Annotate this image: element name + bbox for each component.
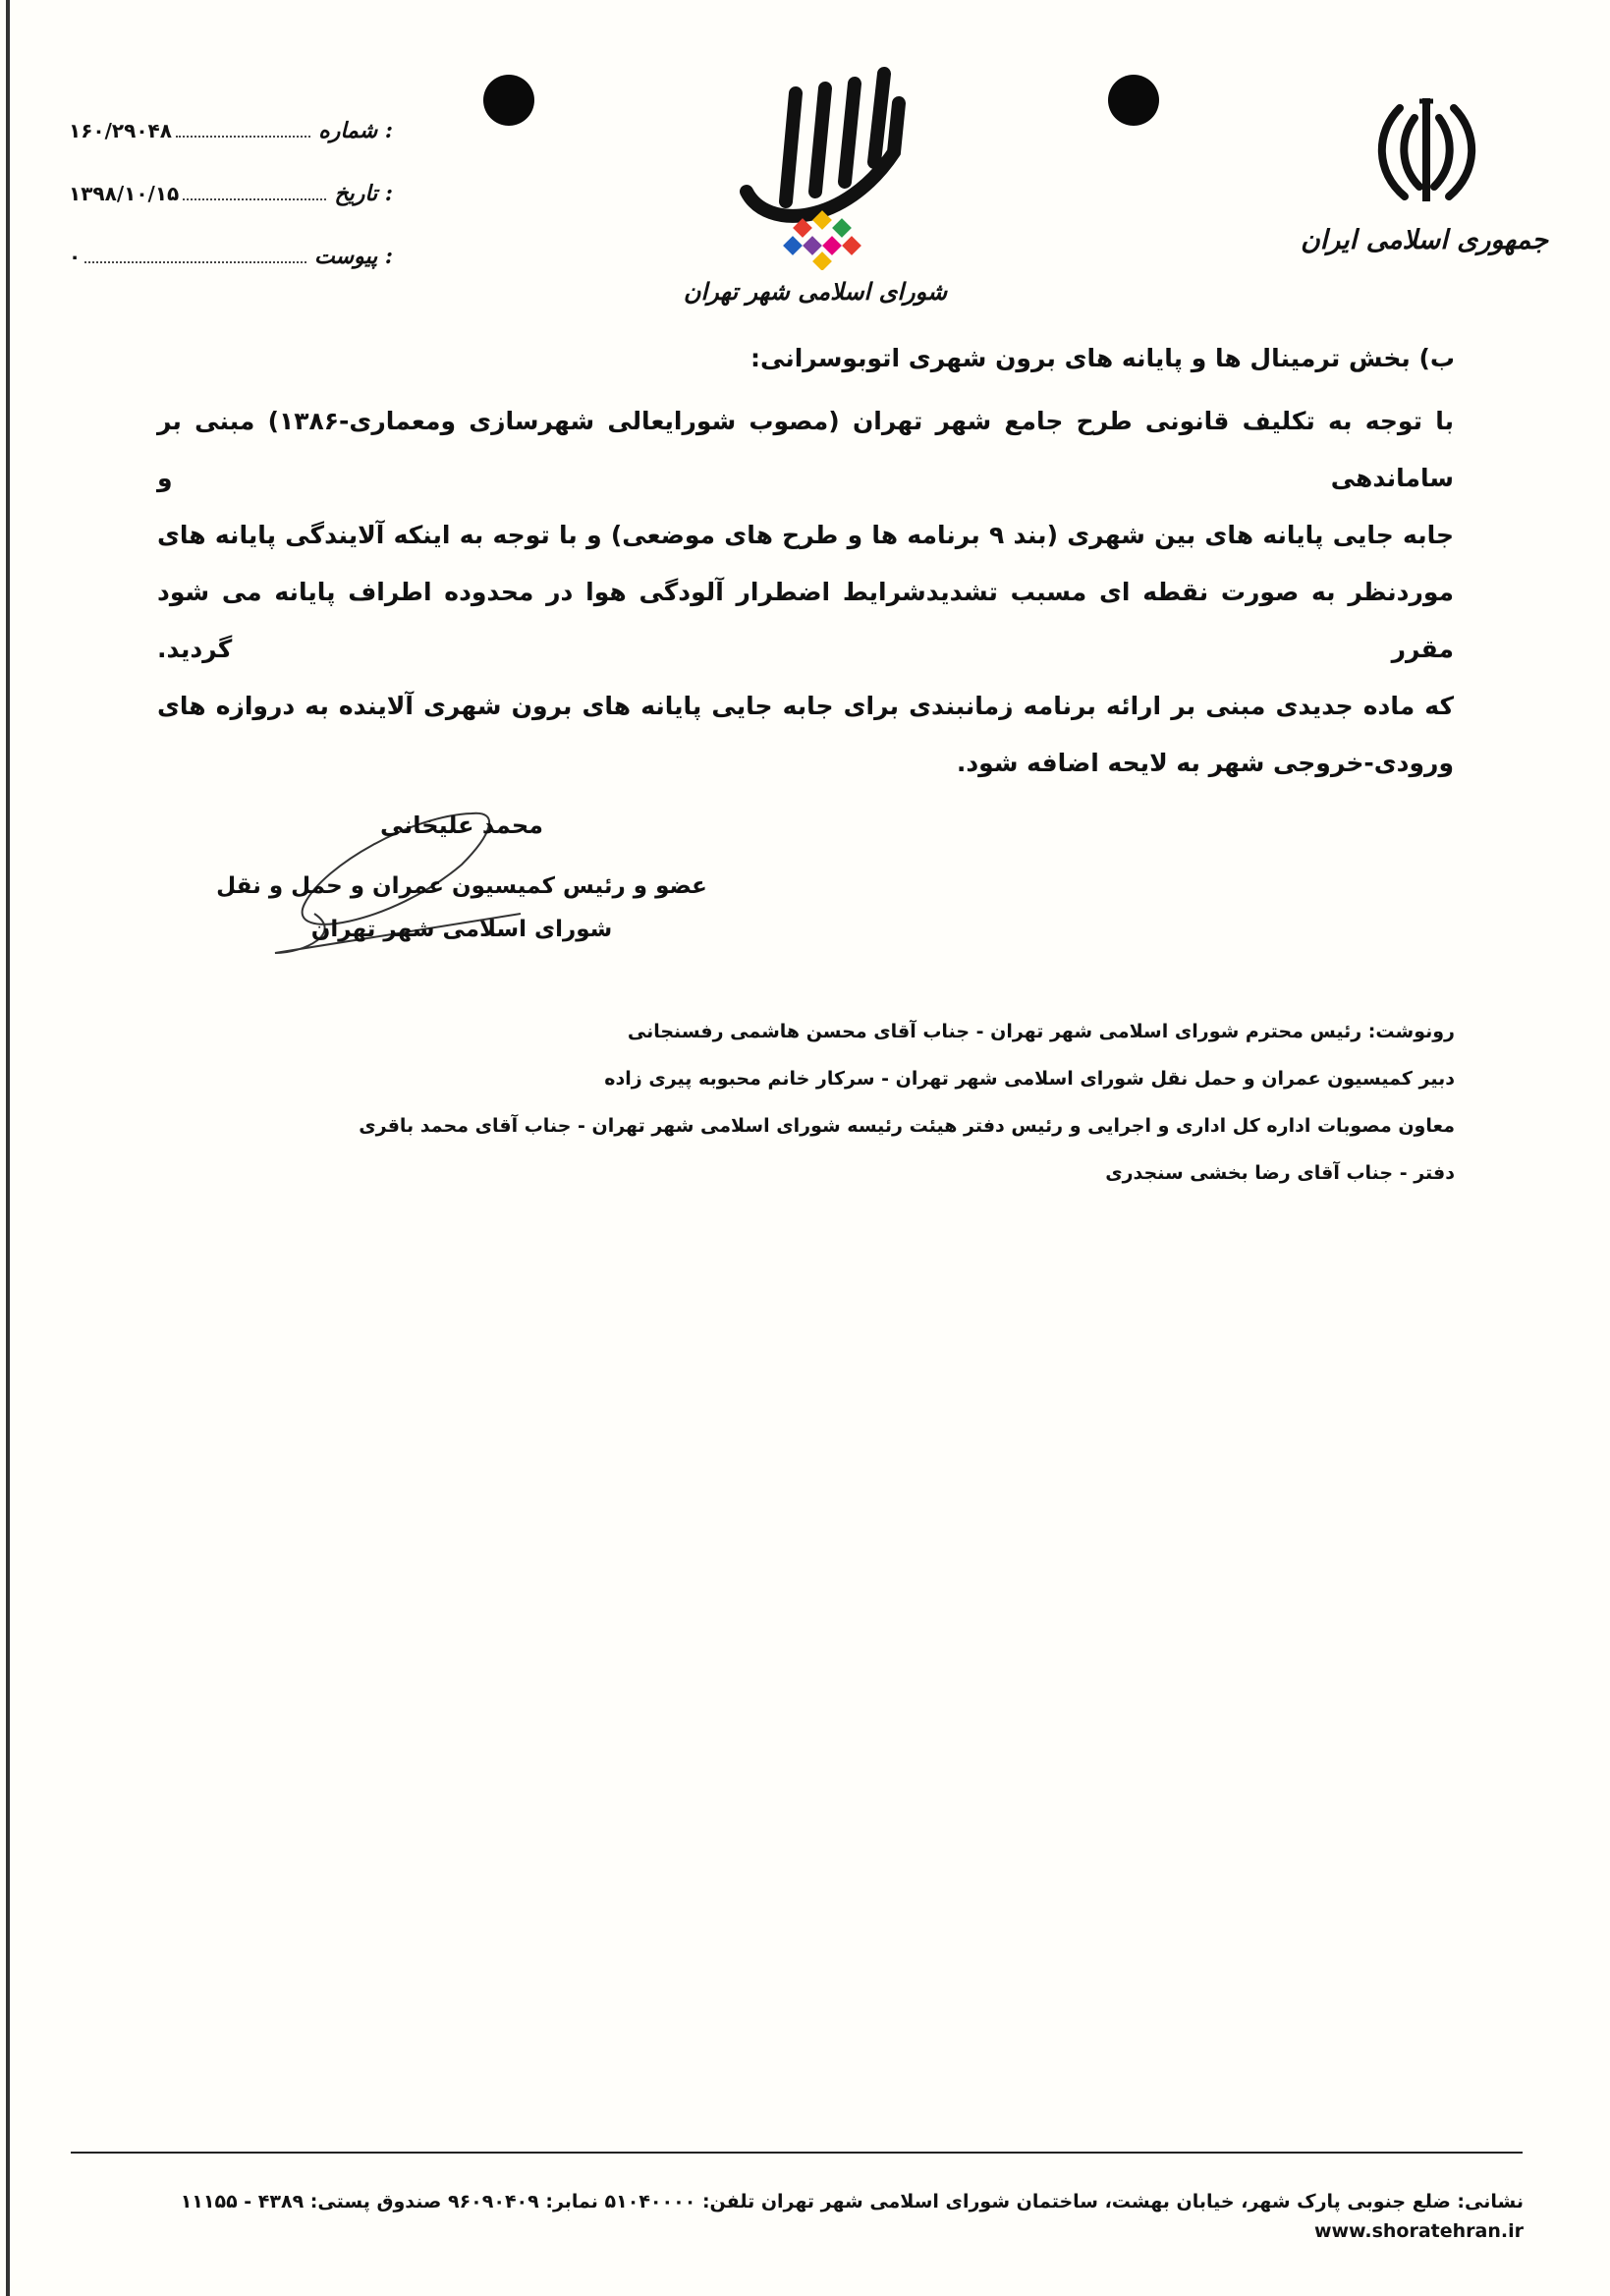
signer-name: محمد علیخانی xyxy=(379,812,544,839)
number-label: شماره : xyxy=(318,118,393,143)
punch-hole-right xyxy=(1108,75,1159,126)
letter-number-row xyxy=(69,106,393,145)
body-line: موردنظر به صورت نقطه ای مسبب تشدیدشرایط اضطرار آلودگی هوا در محدوده اطراف پایانه می شود مقرر گردید. xyxy=(157,578,1454,663)
attachment-value: ۰ xyxy=(69,245,82,268)
body-line: جابه جایی پایانه های بین شهری (بند ۹ برنامه ها و طرح های موضعی) و با توجه به اینکه آلایندگی پایانه های xyxy=(157,521,1455,549)
letter-date-row xyxy=(69,169,393,208)
date-label: تاریخ : xyxy=(334,181,393,206)
dotted-leader xyxy=(176,136,310,138)
body-line: که ماده جدیدی مبنی بر ارائه برنامه زمانبندی برای جابه جایی پایانه های برون شهری آلاینده به دروازه های xyxy=(157,692,1454,720)
punch-hole-left xyxy=(483,75,534,126)
scan-edge xyxy=(6,0,10,2296)
attachment-row xyxy=(69,232,393,271)
footer-website[interactable]: www.shoratehran.ir xyxy=(1313,2220,1524,2242)
dotted-leader xyxy=(183,198,326,200)
dotted-leader xyxy=(84,261,306,263)
cc-item: رونوشت: رئیس محترم شورای اسلامی شهر تهران - جناب آقای محسن هاشمی رفسنجانی xyxy=(627,1021,1455,1042)
iran-emblem-icon xyxy=(1370,93,1483,211)
cc-item: معاون مصوبات اداره کل اداری و اجرایی و رئیس دفتر هیئت رئیسه شورای اسلامی شهر تهران - جناب آقای محمد باقری xyxy=(359,1115,1455,1137)
cc-item: دفتر - جناب آقای رضا بخشی سنجدری xyxy=(1105,1162,1455,1184)
letter-body xyxy=(157,393,1454,792)
cc-list xyxy=(359,1008,1455,1197)
date-value: ۱۳۹۸/۱۰/۱۵ xyxy=(69,182,180,205)
section-heading: ب) بخش ترمینال ها و پایانه های برون شهری اتوبوسرانی: xyxy=(750,344,1455,372)
cc-item: دبیر کمیسیون عمران و حمل نقل شورای اسلامی شهر تهران - سرکار خانم محبوبه پیری زاده xyxy=(604,1068,1455,1090)
council-logo-icon xyxy=(727,44,923,270)
attachment-label: پیوست : xyxy=(314,244,393,269)
body-line: با توجه به تکلیف قانونی طرح جامع شهر تهران (مصوب شورایعالی شهرسازی ومعماری-۱۳۸۶) مبنی بر ساماندهی و xyxy=(157,407,1454,492)
footer-divider xyxy=(71,2152,1523,2154)
footer xyxy=(29,2187,1524,2246)
signer-title: عضو و رئیس کمیسیون عمران و حمل و نقل xyxy=(216,873,707,899)
footer-address: نشانی: ضلع جنوبی پارک شهر، خیابان بهشت، ساختمان شورای اسلامی شهر تهران تلفن: ۵۱۰۴۰۰۰۰ نمابر: ۹۶۰۹۰۴۰۹ صندوق پستی: ۴۳۸۹ - ۱۱۱۵۵ xyxy=(180,2191,1524,2212)
signer-organization: شورای اسلامی شهر تهران xyxy=(310,917,613,942)
number-value: ۱۶۰/۲۹۰۴۸ xyxy=(69,119,172,142)
council-logo-caption: شورای اسلامی شهر تهران xyxy=(683,277,948,306)
emblem-caption: جمهوری اسلامی ایران xyxy=(1300,225,1549,255)
body-line: ورودی-خروجی شهر به لایحه اضافه شود. xyxy=(956,749,1454,777)
